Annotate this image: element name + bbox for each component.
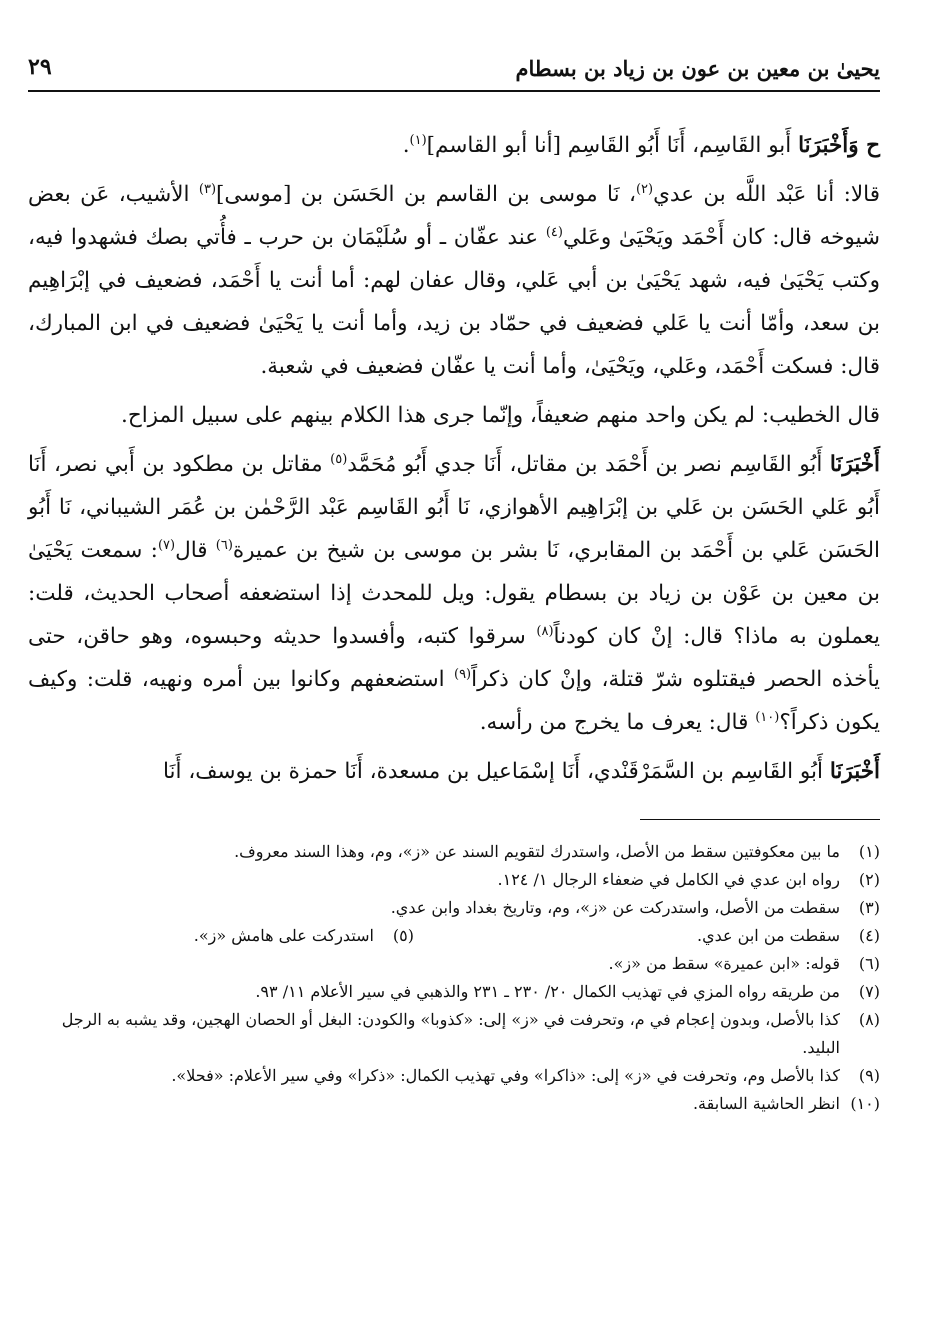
footnote-7 — [28, 978, 880, 1006]
page — [28, 48, 880, 1118]
text-segment: مقاتل بن مطكود بن أَبي نصر، أَنَا أَبُو عَلي الحَسَن بن عَلي بن إبْرَاهِيم الأهوازي، نَا أَبُو القَاسِم عَبْد الرَّحْمٰن بن عُمَر الشيباني، نَا أَبُو الحَسَن عَلي بن أَحْمَد بن المقابري، نَا بشر بن موسى بن شيخ بن عميرة — [28, 452, 880, 563]
footnote-number: (٥) — [392, 926, 414, 945]
footnote-number: (٣) — [858, 898, 880, 917]
footnote-ref-5[interactable]: (٥) — [330, 451, 348, 467]
running-header — [28, 48, 880, 92]
footnote-text: سقطت من الأصل، واستدركت عن «ز»، وم، وتاريخ بغداد وابن عدي. — [390, 898, 840, 917]
footnote-text: استدركت على هامش «ز». — [193, 926, 374, 945]
paragraph-5 — [28, 750, 880, 793]
footnote-ref-2[interactable]: (٢) — [635, 181, 654, 197]
footnote-text: سقطت من ابن عدي. — [697, 926, 840, 945]
footnote-6 — [28, 950, 880, 978]
footnote-number: (٢) — [858, 870, 880, 889]
text-segment: ، نَا موسى بن القاسم بن الحَسَن بن [موسى] — [216, 182, 636, 207]
footnote-4 — [454, 922, 880, 950]
footnote-ref-10[interactable]: (١٠) — [755, 709, 780, 725]
footnote-ref-9[interactable]: (٩) — [453, 666, 472, 682]
footnote-ref-6[interactable]: (٦) — [215, 537, 233, 553]
footnote-3 — [28, 894, 880, 922]
text-segment: أَبُو القَاسِم نصر بن أَحْمَد بن مقاتل، أَنَا جدي أَبُو مُحَمَّد — [347, 452, 830, 477]
text-segment: : سمعت يَحْيَىٰ بن معين بن عَوْن بن زياد بن بسطام يقول: ويل للمحدث إذا استضعفه أصحاب الحديث، قلت: يعملون به ماذا؟ قال: إنْ كان كودناً — [28, 538, 881, 649]
text-segment: الأشيب، عَن بعض شيوخه قال: كان أَحْمَد ويَحْيَىٰ وعَلي — [28, 182, 881, 250]
footnote-number: (٦) — [858, 954, 880, 973]
footnote-9 — [28, 1062, 880, 1090]
footnote-text: انظر الحاشية السابقة. — [692, 1094, 840, 1113]
text-segment: عند عفّان ـ أو سُلَيْمَان بن حرب ـ فأُتي بصك فشهدوا فيه، وكتب يَحْيَىٰ فيه، شهد يَحْيَىٰ بن أبي عَلي، وقال عفان لهم: أما أنت يا أَحْمَد، فضعيف في إبْرَاهِيم بن سعد، وأمّا أنت يا عَلي فضعيف في حمّاد بن زيد، وأما أنت يا يَحْيَىٰ فضعيف في ابن المبارك، قال: فسكت أَحْمَد، وعَلي، ويَحْيَىٰ، وأما أنت يا عفّان فضعيف في شعبة. — [28, 225, 880, 379]
footnote-ref-1[interactable]: (١) — [409, 132, 427, 148]
footnote-8 — [28, 1006, 880, 1062]
footnotes — [28, 838, 880, 1118]
text-segment: استضعفهم وكانوا بين أمره ونهيه، قلت: وكيف يكون ذكراً؟ — [28, 667, 880, 735]
footnote-1 — [28, 838, 880, 866]
footnote-number: (٧) — [858, 982, 880, 1001]
text-segment: قال: يعرف ما يخرج من رأسه. — [479, 710, 756, 735]
footnote-text: قوله: «ابن عميرة» سقط من «ز». — [608, 954, 840, 973]
text-segment: سرقوا كتبه، وأفسدوا حديثه وحبسوه، وهو حاقن، حتى يأخذه الحصر فيقتلوه شرّ قتلة، وإنْ كان ذكراً — [28, 624, 880, 692]
footnote-pair-4-5 — [28, 922, 880, 950]
keyword-akhbarana: أَخْبَرَنَا — [829, 759, 880, 784]
footnote-number: (٤) — [858, 926, 880, 945]
footnote-2 — [28, 866, 880, 894]
footnote-ref-7[interactable]: (٧) — [157, 537, 176, 553]
text-segment: أَبُو القَاسِم بن السَّمَرْقَنْدي، أَنَا إسْمَاعيل بن مسعدة، أَنَا حمزة بن يوسف، أَنَا — [162, 759, 830, 784]
footnote-divider — [640, 819, 880, 820]
keyword-akhbarana: أَخْبَرَنَا — [829, 452, 880, 477]
footnote-text: كذا بالأصل وم، وتحرفت في «ز» إلى: «ذاكرا» وفي تهذيب الكمال: «ذكرا» وفي سير الأعلام: «فحلا». — [171, 1066, 840, 1085]
text-segment: أَبو القَاسِم، أَنَا أَبُو القَاسِم [أنا أبو القاسم] — [426, 133, 799, 158]
paragraph-3 — [28, 394, 880, 437]
paragraph-4 — [28, 443, 880, 744]
footnote-ref-8[interactable]: (٨) — [536, 623, 554, 639]
footnote-text: كذا بالأصل، وبدون إعجام في م، وتحرفت في «ز» إلى: «كذوبا» والكودن: البغل أو الحصان الهجين، وقد يشبه به الرجل البليد. — [61, 1010, 840, 1057]
footnote-5 — [68, 922, 414, 950]
text-segment: قال — [175, 538, 216, 563]
footnote-number: (٩) — [858, 1066, 880, 1085]
footnote-10 — [28, 1090, 880, 1118]
footnote-number: (١٠) — [850, 1094, 880, 1113]
footnote-ref-3[interactable]: (٣) — [198, 181, 217, 197]
footnote-text: من طريقه رواه المزي في تهذيب الكمال ٢٠/ ٢٣٠ ـ ٢٣١ والذهبي في سير الأعلام ١١/ ٩٣. — [255, 982, 840, 1001]
keyword-akhbarana: ح وَأَخْبَرَنَا — [798, 133, 880, 158]
footnote-number: (٨) — [858, 1010, 880, 1029]
paragraph-1 — [28, 124, 880, 167]
footnote-number: (١) — [858, 842, 880, 861]
footnote-text: ما بين معكوفتين سقط من الأصل، واستدرك لتقويم السند عن «ز»، وم، وهذا السند معروف. — [234, 842, 840, 861]
paragraph-2 — [28, 173, 880, 388]
text-segment: قال الخطيب: لم يكن واحد منهم ضعيفاً، وإنّما جرى هذا الكلام بينهم على سبيل المزاح. — [121, 403, 880, 428]
text-segment: . — [402, 133, 410, 158]
footnote-ref-4[interactable]: (٤) — [545, 224, 563, 240]
main-text — [28, 124, 880, 793]
running-title: يحيىٰ بن معين بن عون بن زياد بن بسطام — [515, 56, 880, 81]
page-number: ٢٩ — [28, 54, 52, 80]
text-segment: قالا: أنا عَبْد اللَّه بن عدي — [653, 182, 881, 207]
footnote-text: رواه ابن عدي في الكامل في ضعفاء الرجال ١/ ١٢٤. — [497, 870, 840, 889]
